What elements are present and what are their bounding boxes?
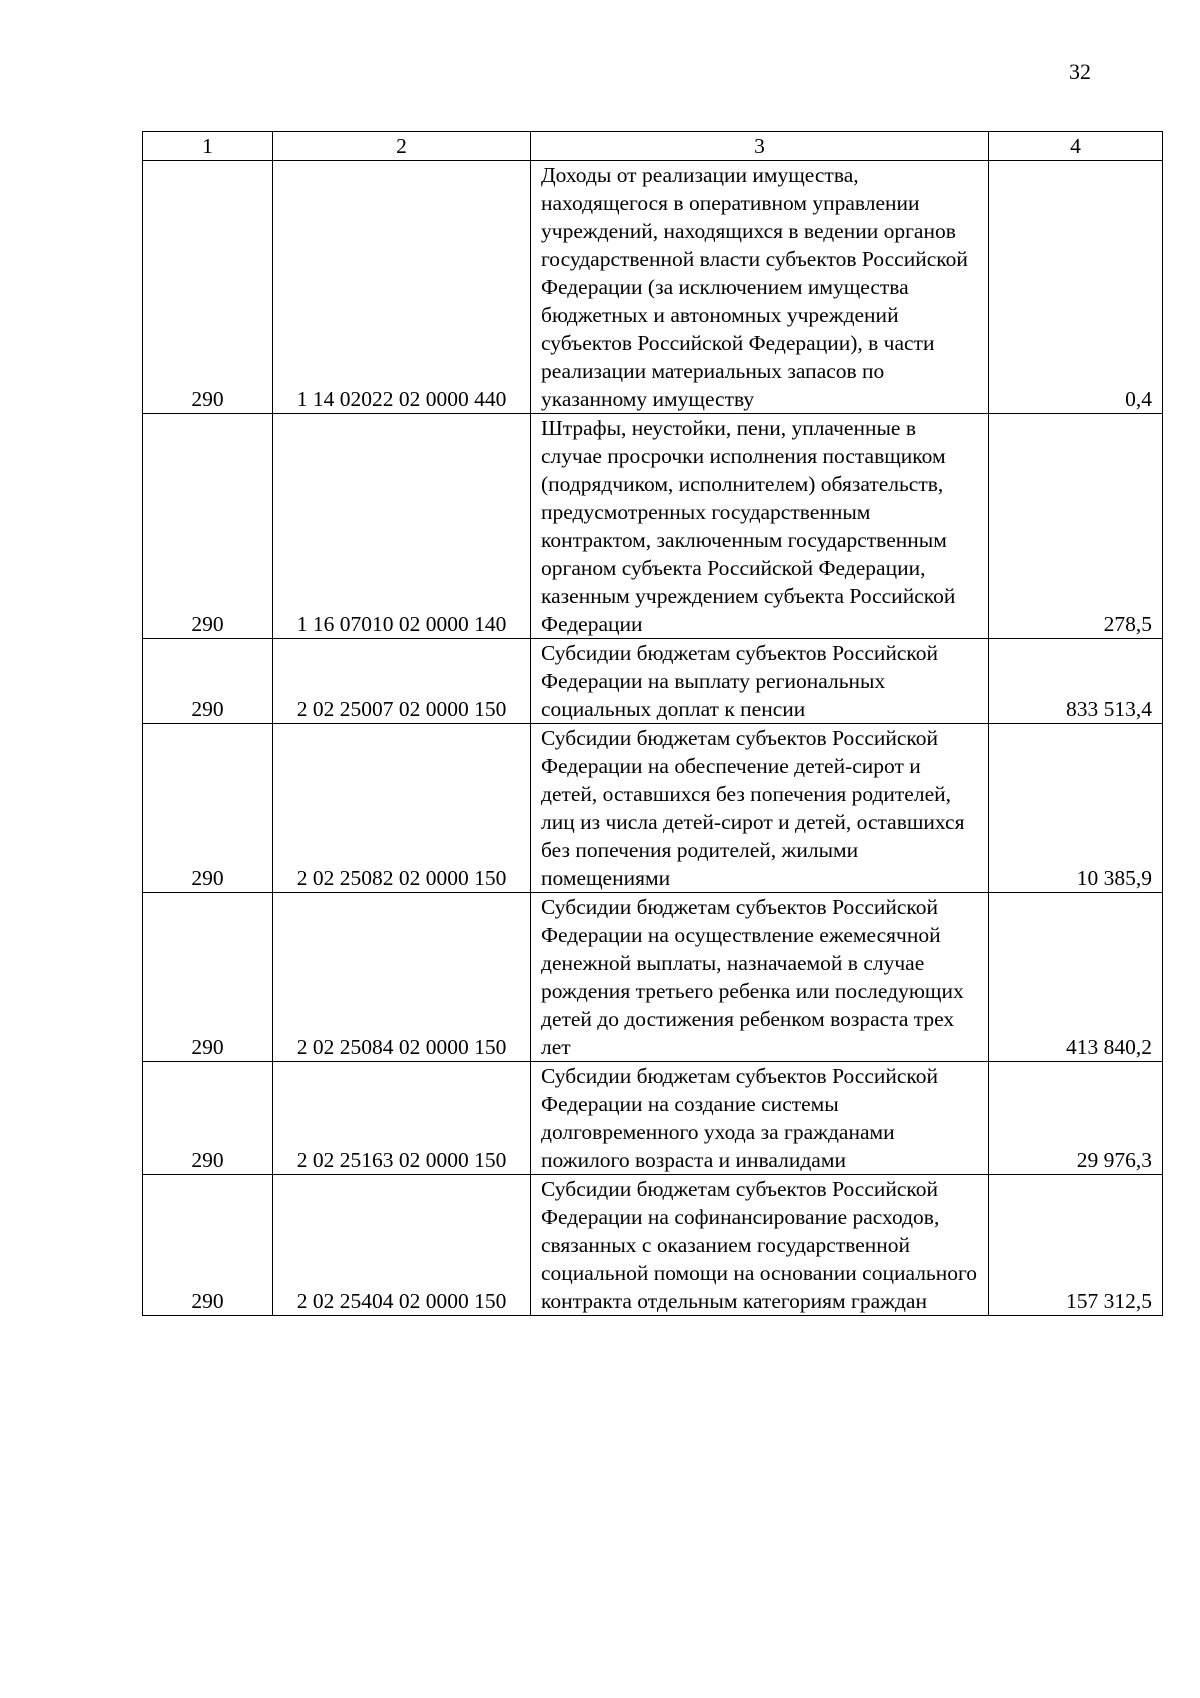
header-col-4: 4 <box>989 132 1163 161</box>
amount-cell: 0,4 <box>989 161 1163 414</box>
budget-code-cell: 2 02 25404 02 0000 150 <box>273 1175 531 1316</box>
header-row <box>143 132 1163 161</box>
table-row <box>143 893 1163 1062</box>
amount-cell: 833 513,4 <box>989 639 1163 724</box>
budget-code-cell: 2 02 25082 02 0000 150 <box>273 724 531 893</box>
table-row <box>143 414 1163 639</box>
amount-cell: 29 976,3 <box>989 1062 1163 1175</box>
amount-cell: 413 840,2 <box>989 893 1163 1062</box>
admin-code-cell: 290 <box>143 724 273 893</box>
amount-cell: 157 312,5 <box>989 1175 1163 1316</box>
budget-code-cell: 2 02 25007 02 0000 150 <box>273 639 531 724</box>
revenue-name-cell: Субсидии бюджетам субъектов Российской Федерации на обеспечение детей-сирот и детей, оставшихся без попечения родителей, лиц из числа детей-сирот и детей, оставшихся без попечения родителей, жилыми помещениями <box>531 724 989 893</box>
budget-code-cell: 1 14 02022 02 0000 440 <box>273 161 531 414</box>
table-row <box>143 1175 1163 1316</box>
table-row <box>143 639 1163 724</box>
table-header <box>143 132 1163 161</box>
admin-code-cell: 290 <box>143 893 273 1062</box>
admin-code-cell: 290 <box>143 161 273 414</box>
table-row <box>143 161 1163 414</box>
budget-code-cell: 1 16 07010 02 0000 140 <box>273 414 531 639</box>
table-body <box>143 161 1163 1316</box>
header-col-3: 3 <box>531 132 989 161</box>
header-col-2: 2 <box>273 132 531 161</box>
header-col-1: 1 <box>143 132 273 161</box>
table-row <box>143 724 1163 893</box>
revenue-name-cell: Субсидии бюджетам субъектов Российской Федерации на создание системы долговременного ухода за гражданами пожилого возраста и инвалидами <box>531 1062 989 1175</box>
admin-code-cell: 290 <box>143 1062 273 1175</box>
budget-code-cell: 2 02 25163 02 0000 150 <box>273 1062 531 1175</box>
revenue-name-cell: Субсидии бюджетам субъектов Российской Федерации на выплату региональных социальных доплат к пенсии <box>531 639 989 724</box>
amount-cell: 278,5 <box>989 414 1163 639</box>
amount-cell: 10 385,9 <box>989 724 1163 893</box>
revenue-table <box>142 131 1163 1316</box>
revenue-name-cell: Штрафы, неустойки, пени, уплаченные в случае просрочки исполнения поставщиком (подрядчиком, исполнителем) обязательств, предусмотренных государственным контрактом, заключенным государственным органом субъекта Российской Федерации, казенным учреждением субъекта Российской Федерации <box>531 414 989 639</box>
table-row <box>143 1062 1163 1175</box>
revenue-name-cell: Доходы от реализации имущества, находящегося в оперативном управлении учреждений, находящихся в ведении органов государственной власти субъектов Российской Федерации (за исключением имущества бюджетных и автономных учреждений субъектов Российской Федерации), в части реализации материальных запасов по указанному имуществу <box>531 161 989 414</box>
admin-code-cell: 290 <box>143 414 273 639</box>
admin-code-cell: 290 <box>143 1175 273 1316</box>
revenue-name-cell: Субсидии бюджетам субъектов Российской Федерации на осуществление ежемесячной денежной выплаты, назначаемой в случае рождения третьего ребенка или последующих детей до достижения ребенком возраста трех лет <box>531 893 989 1062</box>
page-number: 32 <box>1069 59 1091 84</box>
revenue-name-cell: Субсидии бюджетам субъектов Российской Федерации на софинансирование расходов, связанных с оказанием государственной социальной помощи на основании социального контракта отдельным категориям граждан <box>531 1175 989 1316</box>
budget-code-cell: 2 02 25084 02 0000 150 <box>273 893 531 1062</box>
admin-code-cell: 290 <box>143 639 273 724</box>
